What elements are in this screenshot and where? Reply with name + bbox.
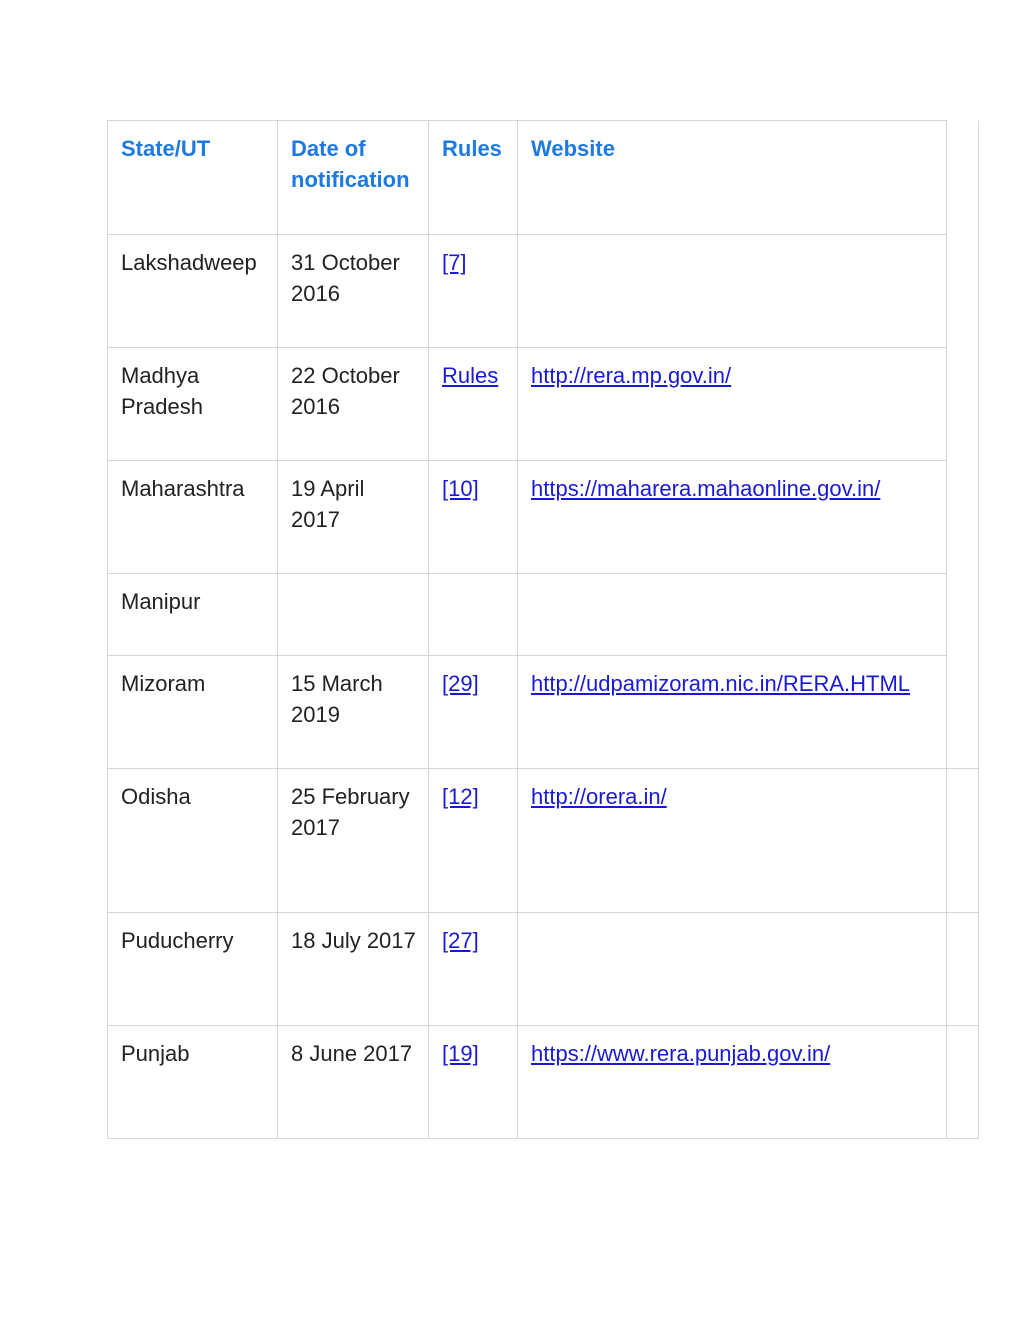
cell-state: Mizoram <box>108 656 278 769</box>
rules-link[interactable]: [19] <box>442 1041 479 1066</box>
cell-date: 18 July 2017 <box>278 913 429 1026</box>
cell-rules <box>429 461 518 574</box>
table-extra-cell <box>947 769 979 913</box>
cell-website <box>518 461 947 574</box>
cell-rules <box>429 235 518 348</box>
cell-date <box>278 574 429 656</box>
cell-date: 22 October 2016 <box>278 348 429 461</box>
table-extra-cell <box>947 1026 979 1139</box>
cell-date: 19 April 2017 <box>278 461 429 574</box>
cell-date: 31 October 2016 <box>278 235 429 348</box>
cell-state: Maharashtra <box>108 461 278 574</box>
cell-state: Puducherry <box>108 913 278 1026</box>
table-header-row <box>108 121 979 235</box>
cell-rules <box>429 769 518 913</box>
rules-link[interactable]: [27] <box>442 928 479 953</box>
table-margin <box>947 121 979 235</box>
website-link[interactable]: https://maharera.mahaonline.gov.in/ <box>531 476 881 501</box>
header-rules: Rules <box>429 121 518 235</box>
table-margin <box>947 461 979 574</box>
cell-date: 25 February 2017 <box>278 769 429 913</box>
table-margin <box>947 656 979 769</box>
table-row <box>108 769 979 913</box>
table-row <box>108 235 979 348</box>
cell-date: 15 March 2019 <box>278 656 429 769</box>
cell-state: Odisha <box>108 769 278 913</box>
cell-rules <box>429 656 518 769</box>
cell-website <box>518 913 947 1026</box>
header-state: State/UT <box>108 121 278 235</box>
website-link[interactable]: http://rera.mp.gov.in/ <box>531 363 732 388</box>
cell-website <box>518 574 947 656</box>
rules-link[interactable]: [29] <box>442 671 479 696</box>
table-margin <box>947 235 979 348</box>
rera-states-table <box>107 120 979 1139</box>
header-date-of-notification: Date of notification <box>278 121 429 235</box>
table-margin <box>947 348 979 461</box>
table-margin <box>947 574 979 656</box>
header-website: Website <box>518 121 947 235</box>
cell-website <box>518 1026 947 1139</box>
cell-website <box>518 348 947 461</box>
cell-rules <box>429 913 518 1026</box>
table-row <box>108 574 979 656</box>
cell-rules <box>429 348 518 461</box>
rules-link[interactable]: Rules <box>442 363 499 388</box>
website-link[interactable]: http://udpamizoram.nic.in/RERA.HTML <box>531 671 911 696</box>
cell-state: Manipur <box>108 574 278 656</box>
cell-website <box>518 769 947 913</box>
cell-date: 8 June 2017 <box>278 1026 429 1139</box>
table-row <box>108 461 979 574</box>
rules-link[interactable]: [7] <box>442 250 467 275</box>
cell-rules <box>429 1026 518 1139</box>
website-link[interactable]: http://orera.in/ <box>531 784 667 809</box>
table-row <box>108 348 979 461</box>
table-row <box>108 913 979 1026</box>
rules-link[interactable]: [12] <box>442 784 479 809</box>
cell-rules <box>429 574 518 656</box>
cell-state: Madhya Pradesh <box>108 348 278 461</box>
table-extra-cell <box>947 913 979 1026</box>
rules-link[interactable]: [10] <box>442 476 479 501</box>
table-row <box>108 656 979 769</box>
cell-website <box>518 235 947 348</box>
website-link[interactable]: https://www.rera.punjab.gov.in/ <box>531 1041 831 1066</box>
cell-state: Lakshadweep <box>108 235 278 348</box>
cell-website <box>518 656 947 769</box>
table-row <box>108 1026 979 1139</box>
cell-state: Punjab <box>108 1026 278 1139</box>
